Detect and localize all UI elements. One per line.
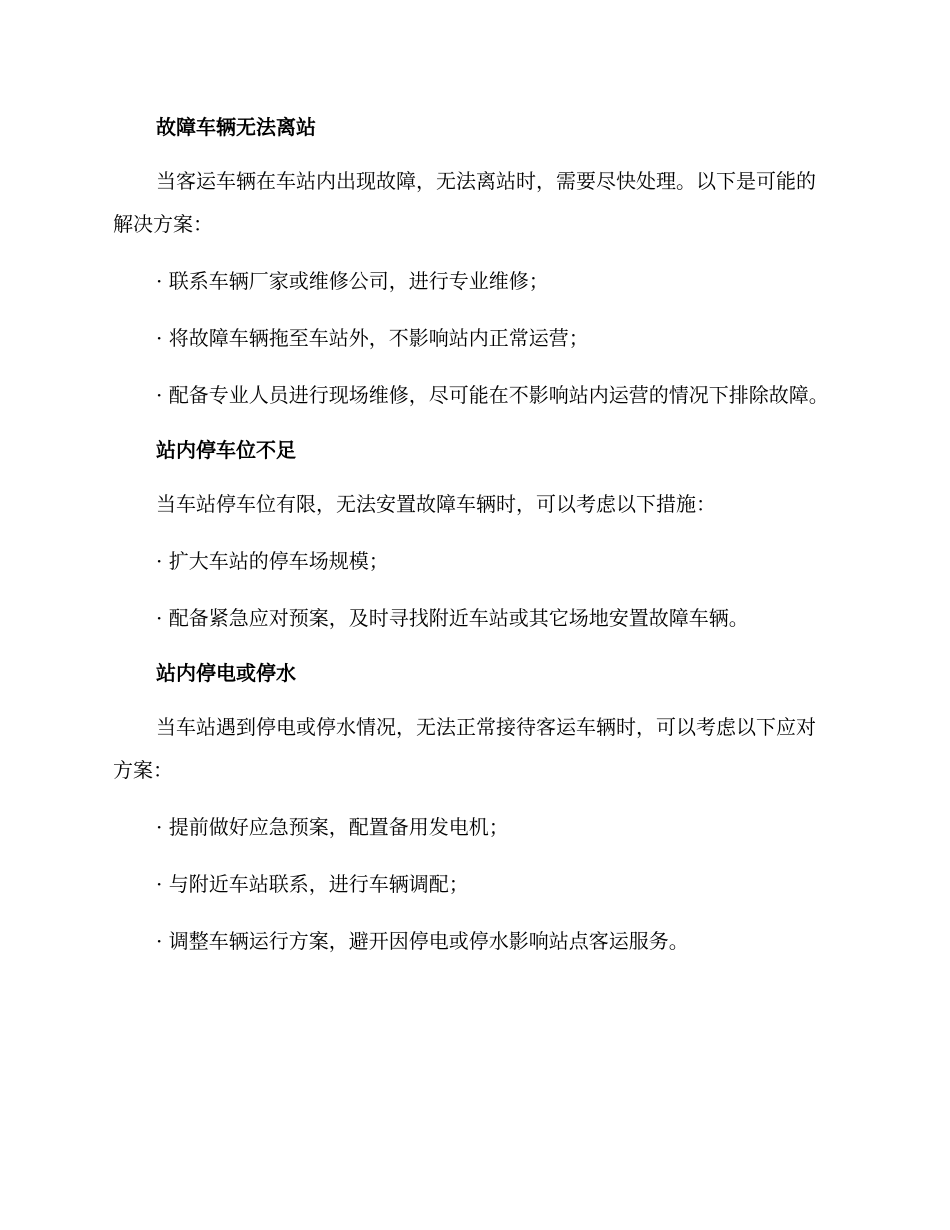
bullet-item: · 联系车辆厂家或维修公司，进行专业维修；	[156, 269, 549, 293]
bullet-item: · 与附近车站联系，进行车辆调配；	[156, 872, 469, 896]
bullet-item: · 调整车辆运行方案，避开因停电或停水影响站点客运服务。	[156, 929, 689, 953]
bullet-item: · 配备紧急应对预案，及时寻找附近车站或其它场地安置故障车辆。	[156, 606, 749, 630]
bullet-item: · 扩大车站的停车场规模；	[156, 549, 389, 573]
section-heading: 故障车辆无法离站	[156, 115, 316, 139]
section-heading: 站内停车位不足	[156, 438, 296, 462]
section-heading: 站内停电或停水	[156, 661, 296, 685]
section-intro: 当客运车辆在车站内出现故障，无法离站时，需要尽快处理。以下是可能的解决方案：	[113, 169, 816, 236]
bullet-item: · 配备专业人员进行现场维修，尽可能在不影响站内运营的情况下排除故障。	[156, 383, 829, 407]
bullet-item: · 提前做好应急预案，配置备用发电机；	[156, 815, 509, 839]
bullet-item: · 将故障车辆拖至车站外，不影响站内正常运营；	[156, 326, 589, 350]
document-body	[113, 108, 833, 963]
section-intro: 当车站停车位有限，无法安置故障车辆时，可以考虑以下措施：	[156, 492, 716, 516]
section-intro: 当车站遇到停电或停水情况，无法正常接待客运车辆时，可以考虑以下应对方案：	[113, 715, 816, 782]
